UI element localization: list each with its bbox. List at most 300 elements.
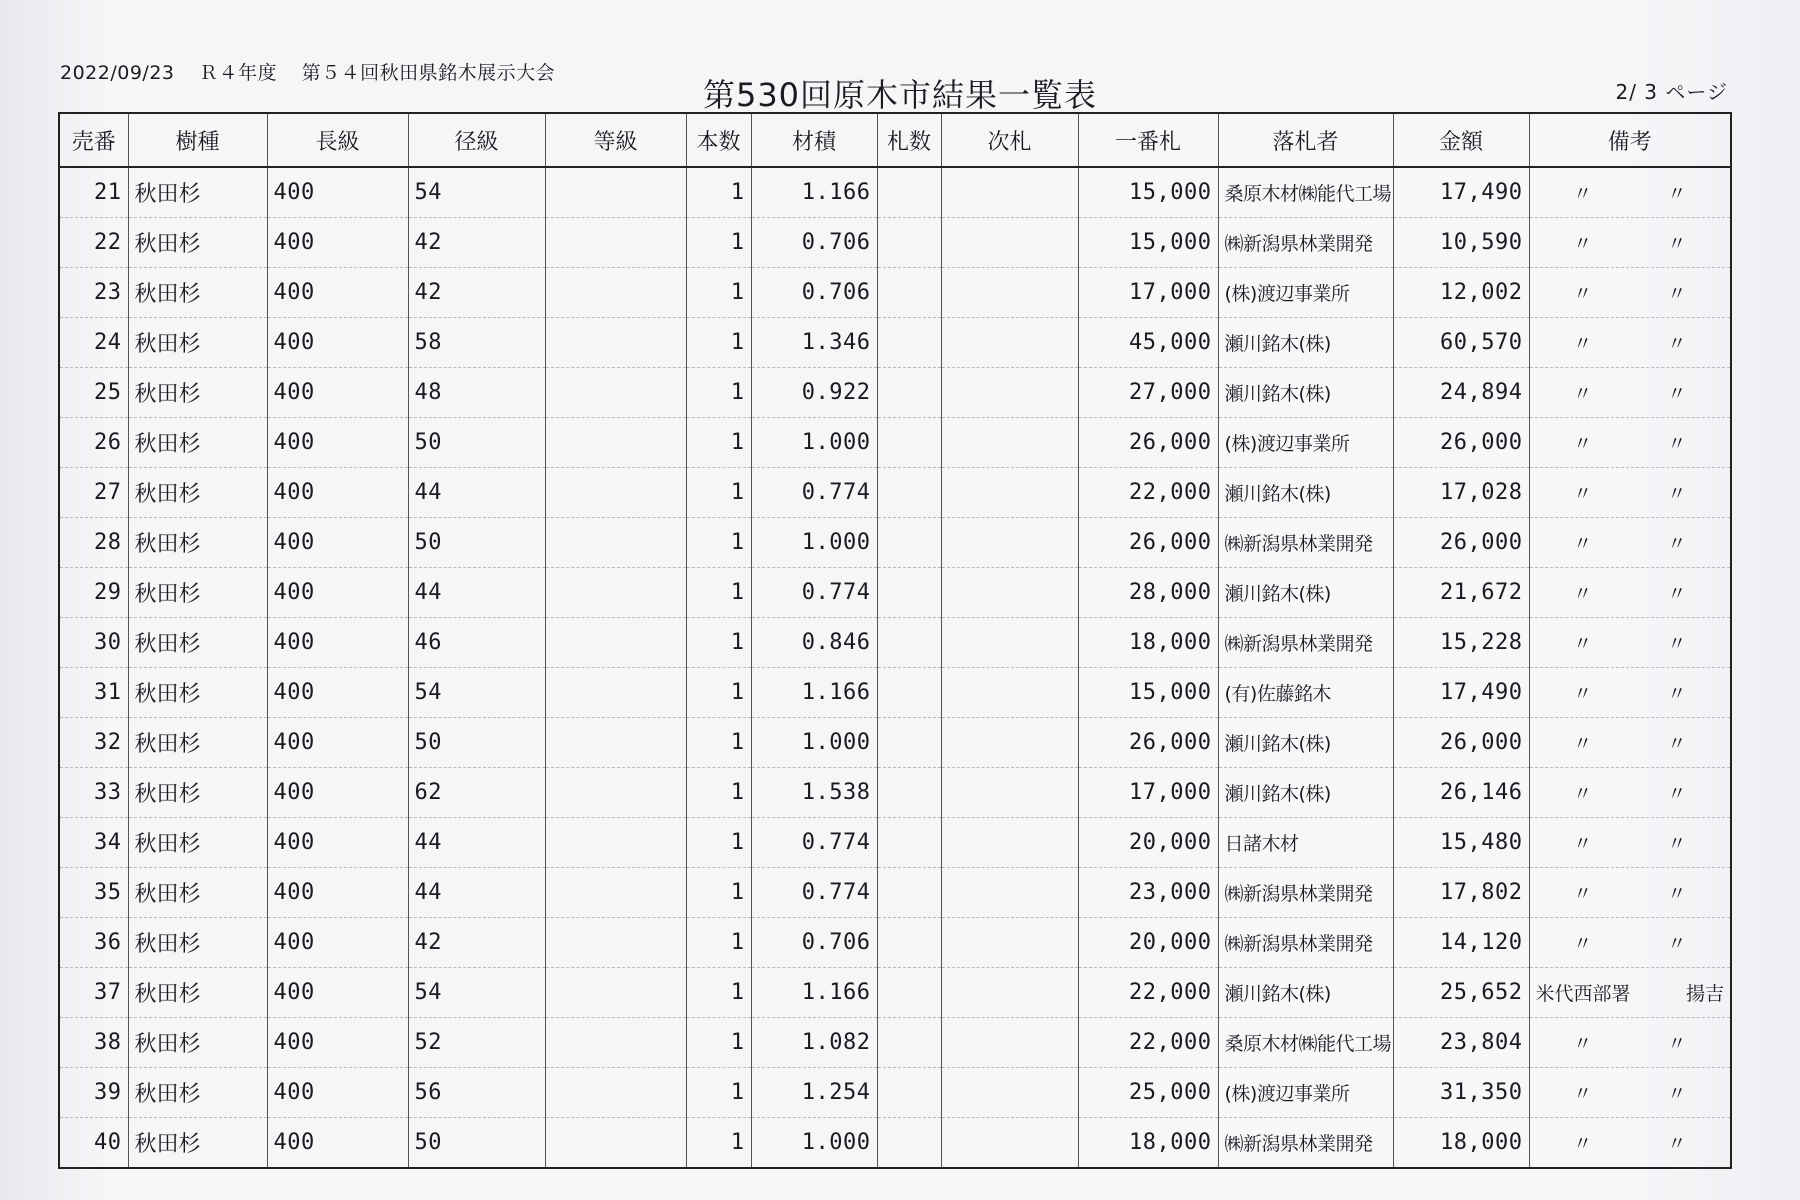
- first-bid-cell: 26,000: [1078, 518, 1218, 568]
- buyer-cell: ㈱新潟県林業開発: [1218, 868, 1393, 918]
- count-cell: 1: [686, 1018, 751, 1068]
- column-header: 金額: [1393, 113, 1529, 167]
- count-cell: 1: [686, 1068, 751, 1118]
- count-cell: 1: [686, 318, 751, 368]
- amount-cell: 24,894: [1393, 368, 1529, 418]
- remark-text: 〃: [1573, 183, 1593, 205]
- remark-text: 〃: [1667, 383, 1687, 405]
- remark-text: 〃: [1667, 783, 1687, 805]
- grade-cell: [545, 668, 686, 718]
- lot-number: 28: [59, 518, 128, 568]
- buyer-cell: 日諸木材: [1218, 818, 1393, 868]
- remark-text: 〃: [1667, 1033, 1687, 1055]
- next-bid-cell: [941, 268, 1078, 318]
- volume-cell: 0.846: [751, 618, 877, 668]
- volume-cell: 0.706: [751, 218, 877, 268]
- buyer-cell: 瀬川銘木(株): [1218, 968, 1393, 1018]
- remarks-cell: [1529, 468, 1731, 518]
- amount-cell: 31,350: [1393, 1068, 1529, 1118]
- grade-cell: [545, 868, 686, 918]
- remark-text: 〃: [1573, 1133, 1593, 1155]
- column-header: 備考: [1529, 113, 1731, 167]
- remarks-cell: [1529, 618, 1731, 668]
- remarks-cell: [1529, 768, 1731, 818]
- length-cell: 400: [267, 868, 408, 918]
- table-row: [59, 418, 1731, 468]
- grade-cell: [545, 1068, 686, 1118]
- first-bid-cell: 18,000: [1078, 1118, 1218, 1169]
- buyer-cell: 瀬川銘木(株): [1218, 368, 1393, 418]
- column-header: 売番: [59, 113, 128, 167]
- volume-cell: 1.082: [751, 1018, 877, 1068]
- count-cell: 1: [686, 868, 751, 918]
- volume-cell: 1.000: [751, 718, 877, 768]
- remark-text: 〃: [1573, 683, 1593, 705]
- column-header: 札数: [877, 113, 941, 167]
- diameter-cell: 50: [408, 418, 545, 468]
- first-bid-cell: 15,000: [1078, 218, 1218, 268]
- grade-cell: [545, 1118, 686, 1169]
- length-cell: 400: [267, 167, 408, 218]
- diameter-cell: 50: [408, 718, 545, 768]
- remark-text: 〃: [1573, 883, 1593, 905]
- remark-text: 〃: [1667, 283, 1687, 305]
- first-bid-cell: 17,000: [1078, 268, 1218, 318]
- first-bid-cell: 26,000: [1078, 418, 1218, 468]
- remark-text: 〃: [1667, 183, 1687, 205]
- species-cell: 秋田杉: [128, 167, 267, 218]
- remark-text: 〃: [1667, 1083, 1687, 1105]
- length-cell: 400: [267, 468, 408, 518]
- remark-text: 〃: [1573, 533, 1593, 555]
- remarks-cell: [1529, 818, 1731, 868]
- species-cell: 秋田杉: [128, 718, 267, 768]
- next-bid-cell: [941, 368, 1078, 418]
- remarks-cell: [1529, 318, 1731, 368]
- table-row: [59, 768, 1731, 818]
- diameter-cell: 44: [408, 868, 545, 918]
- count-cell: 1: [686, 1118, 751, 1169]
- species-cell: 秋田杉: [128, 1018, 267, 1068]
- amount-cell: 26,000: [1393, 418, 1529, 468]
- next-bid-cell: [941, 968, 1078, 1018]
- remarks-cell: [1529, 268, 1731, 318]
- table-row: [59, 518, 1731, 568]
- grade-cell: [545, 1018, 686, 1068]
- volume-cell: 1.346: [751, 318, 877, 368]
- diameter-cell: 56: [408, 1068, 545, 1118]
- amount-cell: 14,120: [1393, 918, 1529, 968]
- table-row: [59, 1118, 1731, 1169]
- buyer-cell: (有)佐藤銘木: [1218, 668, 1393, 718]
- table-row: [59, 668, 1731, 718]
- buyer-cell: 瀬川銘木(株): [1218, 568, 1393, 618]
- length-cell: 400: [267, 618, 408, 668]
- column-header: 長級: [267, 113, 408, 167]
- bids-cell: [877, 1068, 941, 1118]
- remark-text: 〃: [1667, 433, 1687, 455]
- species-cell: 秋田杉: [128, 818, 267, 868]
- length-cell: 400: [267, 268, 408, 318]
- lot-number: 22: [59, 218, 128, 268]
- buyer-cell: ㈱新潟県林業開発: [1218, 1118, 1393, 1169]
- diameter-cell: 58: [408, 318, 545, 368]
- volume-cell: 0.774: [751, 868, 877, 918]
- next-bid-cell: [941, 1068, 1078, 1118]
- count-cell: 1: [686, 918, 751, 968]
- next-bid-cell: [941, 468, 1078, 518]
- count-cell: 1: [686, 518, 751, 568]
- event-name: 第５４回秋田県銘木展示大会: [301, 62, 556, 84]
- species-cell: 秋田杉: [128, 368, 267, 418]
- length-cell: 400: [267, 518, 408, 568]
- grade-cell: [545, 368, 686, 418]
- amount-cell: 26,000: [1393, 718, 1529, 768]
- count-cell: 1: [686, 167, 751, 218]
- table-row: [59, 468, 1731, 518]
- amount-cell: 17,490: [1393, 167, 1529, 218]
- species-cell: 秋田杉: [128, 1118, 267, 1169]
- bids-cell: [877, 318, 941, 368]
- species-cell: 秋田杉: [128, 518, 267, 568]
- table-row: [59, 1018, 1731, 1068]
- diameter-cell: 50: [408, 518, 545, 568]
- bids-cell: [877, 568, 941, 618]
- next-bid-cell: [941, 868, 1078, 918]
- amount-cell: 17,802: [1393, 868, 1529, 918]
- buyer-cell: ㈱新潟県林業開発: [1218, 518, 1393, 568]
- lot-number: 27: [59, 468, 128, 518]
- lot-number: 38: [59, 1018, 128, 1068]
- grade-cell: [545, 968, 686, 1018]
- first-bid-cell: 26,000: [1078, 718, 1218, 768]
- species-cell: 秋田杉: [128, 918, 267, 968]
- buyer-cell: (株)渡辺事業所: [1218, 418, 1393, 468]
- amount-cell: 60,570: [1393, 318, 1529, 368]
- column-header: 樹種: [128, 113, 267, 167]
- remark-text: 〃: [1667, 483, 1687, 505]
- diameter-cell: 52: [408, 1018, 545, 1068]
- lot-number: 36: [59, 918, 128, 968]
- print-date: 2022/09/23: [60, 62, 175, 84]
- diameter-cell: 54: [408, 167, 545, 218]
- table-row: [59, 368, 1731, 418]
- length-cell: 400: [267, 1118, 408, 1169]
- remark-text: 〃: [1667, 883, 1687, 905]
- first-bid-cell: 28,000: [1078, 568, 1218, 618]
- table-row: [59, 218, 1731, 268]
- diameter-cell: 54: [408, 668, 545, 718]
- buyer-cell: 瀬川銘木(株): [1218, 718, 1393, 768]
- grade-cell: [545, 918, 686, 968]
- species-cell: 秋田杉: [128, 668, 267, 718]
- remark-text: 〃: [1573, 583, 1593, 605]
- bids-cell: [877, 1018, 941, 1068]
- first-bid-cell: 22,000: [1078, 1018, 1218, 1068]
- remark-text: 〃: [1573, 383, 1593, 405]
- volume-cell: 1.538: [751, 768, 877, 818]
- remark-text: 〃: [1667, 1133, 1687, 1155]
- remark-text: 〃: [1667, 833, 1687, 855]
- count-cell: 1: [686, 718, 751, 768]
- bids-cell: [877, 768, 941, 818]
- diameter-cell: 48: [408, 368, 545, 418]
- amount-cell: 15,480: [1393, 818, 1529, 868]
- length-cell: 400: [267, 918, 408, 968]
- amount-cell: 17,028: [1393, 468, 1529, 518]
- buyer-cell: (株)渡辺事業所: [1218, 1068, 1393, 1118]
- page-title: 第530回原木市結果一覧表: [702, 76, 1098, 114]
- volume-cell: 0.922: [751, 368, 877, 418]
- remark-text: 〃: [1667, 733, 1687, 755]
- volume-cell: 1.254: [751, 1068, 877, 1118]
- remarks-cell: [1529, 1018, 1731, 1068]
- length-cell: 400: [267, 568, 408, 618]
- column-header: 落札者: [1218, 113, 1393, 167]
- remark-text: 〃: [1667, 233, 1687, 255]
- next-bid-cell: [941, 918, 1078, 968]
- species-cell: 秋田杉: [128, 968, 267, 1018]
- table-row: [59, 618, 1731, 668]
- header-row: [59, 113, 1731, 167]
- results-table: [58, 112, 1732, 1169]
- remarks-cell: [1529, 668, 1731, 718]
- count-cell: 1: [686, 968, 751, 1018]
- count-cell: 1: [686, 668, 751, 718]
- table-body: [59, 167, 1731, 1168]
- lot-number: 21: [59, 167, 128, 218]
- lot-number: 26: [59, 418, 128, 468]
- lot-number: 40: [94, 1130, 122, 1155]
- remark-text: 〃: [1573, 783, 1593, 805]
- next-bid-cell: [941, 668, 1078, 718]
- bids-cell: [877, 868, 941, 918]
- count-cell: 1: [686, 268, 751, 318]
- next-bid-cell: [941, 167, 1078, 218]
- grade-cell: [545, 268, 686, 318]
- buyer-cell: 瀬川銘木(株): [1218, 768, 1393, 818]
- first-bid-cell: 22,000: [1078, 468, 1218, 518]
- volume-cell: 1.166: [751, 968, 877, 1018]
- amount-cell: 12,002: [1393, 268, 1529, 318]
- buyer-cell: ㈱新潟県林業開発: [1218, 218, 1393, 268]
- remark-text: 〃: [1667, 683, 1687, 705]
- fiscal-year: Ｒ４年度: [199, 62, 278, 84]
- amount-cell: 26,146: [1393, 768, 1529, 818]
- species-cell: 秋田杉: [128, 268, 267, 318]
- length-cell: 400: [267, 368, 408, 418]
- page-number: 2/ 3 ページ: [1615, 80, 1728, 104]
- remark-text: 〃: [1573, 233, 1593, 255]
- grade-cell: [545, 468, 686, 518]
- bids-cell: [877, 368, 941, 418]
- first-bid-cell: 17,000: [1078, 768, 1218, 818]
- grade-cell: [545, 768, 686, 818]
- lot-number: 33: [59, 768, 128, 818]
- bids-cell: [877, 818, 941, 868]
- remark-text: 〃: [1573, 733, 1593, 755]
- amount-cell: 25,652: [1393, 968, 1529, 1018]
- count-cell: 1: [686, 618, 751, 668]
- buyer-cell: 瀬川銘木(株): [1218, 318, 1393, 368]
- length-cell: 400: [267, 718, 408, 768]
- diameter-cell: 62: [408, 768, 545, 818]
- column-header: 次札: [941, 113, 1078, 167]
- volume-cell: 1.166: [751, 167, 877, 218]
- grade-cell: [545, 167, 686, 218]
- length-cell: 400: [267, 318, 408, 368]
- next-bid-cell: [941, 418, 1078, 468]
- amount-cell: 15,228: [1393, 618, 1529, 668]
- grade-cell: [545, 518, 686, 568]
- volume-cell: 0.774: [751, 468, 877, 518]
- volume-cell: 1.166: [751, 668, 877, 718]
- next-bid-cell: [941, 818, 1078, 868]
- species-cell: 秋田杉: [128, 768, 267, 818]
- column-header: 等級: [545, 113, 686, 167]
- diameter-cell: 44: [408, 468, 545, 518]
- remarks-cell: [1529, 167, 1731, 218]
- length-cell: 400: [267, 668, 408, 718]
- table-row: [59, 718, 1731, 768]
- remarks-cell: [1529, 1068, 1731, 1118]
- volume-cell: 1.000: [751, 418, 877, 468]
- remarks-cell: [1529, 1118, 1731, 1169]
- grade-cell: [545, 818, 686, 868]
- remarks-cell: [1529, 218, 1731, 268]
- remark-text: 〃: [1573, 1033, 1593, 1055]
- table-row: [59, 868, 1731, 918]
- buyer-cell: ㈱新潟県林業開発: [1218, 618, 1393, 668]
- remark-text: 〃: [1667, 633, 1687, 655]
- grade-cell: [545, 568, 686, 618]
- table-row: [59, 318, 1731, 368]
- amount-cell: 18,000: [1393, 1118, 1529, 1169]
- table-header: [59, 113, 1731, 167]
- lot-number: 39: [59, 1068, 128, 1118]
- remark-text: 〃: [1667, 583, 1687, 605]
- species-cell: 秋田杉: [128, 418, 267, 468]
- amount-cell: 23,804: [1393, 1018, 1529, 1068]
- first-bid-cell: 20,000: [1078, 918, 1218, 968]
- buyer-cell: 瀬川銘木(株): [1218, 468, 1393, 518]
- first-bid-cell: 15,000: [1078, 167, 1218, 218]
- lot-number: 32: [59, 718, 128, 768]
- table-row: [59, 167, 1731, 218]
- length-cell: 400: [267, 768, 408, 818]
- remarks-cell: [1529, 868, 1731, 918]
- grade-cell: [545, 418, 686, 468]
- bids-cell: [877, 518, 941, 568]
- table-row: [59, 968, 1731, 1018]
- buyer-cell: (株)渡辺事業所: [1218, 268, 1393, 318]
- column-header: 材積: [751, 113, 877, 167]
- bids-cell: [877, 167, 941, 218]
- remarks-cell: [1529, 368, 1731, 418]
- remark-text: 〃: [1573, 633, 1593, 655]
- column-header: 本数: [686, 113, 751, 167]
- diameter-cell: 44: [408, 818, 545, 868]
- count-cell: 1: [686, 418, 751, 468]
- volume-cell: 0.706: [751, 918, 877, 968]
- amount-cell: 17,490: [1393, 668, 1529, 718]
- lot-number: 29: [59, 568, 128, 618]
- grade-cell: [545, 218, 686, 268]
- lot-number: 35: [59, 868, 128, 918]
- remark-text: 〃: [1573, 833, 1593, 855]
- length-cell: 400: [267, 1018, 408, 1068]
- diameter-cell: 42: [408, 268, 545, 318]
- first-bid-cell: 22,000: [1078, 968, 1218, 1018]
- lot-number: 30: [59, 618, 128, 668]
- amount-cell: 10,590: [1393, 218, 1529, 268]
- count-cell: 1: [686, 468, 751, 518]
- diameter-cell: 46: [408, 618, 545, 668]
- bids-cell: [877, 418, 941, 468]
- remarks-cell: [1529, 418, 1731, 468]
- length-cell: 400: [267, 418, 408, 468]
- length-cell: 400: [267, 1068, 408, 1118]
- diameter-cell: 54: [408, 968, 545, 1018]
- lot-number: 37: [59, 968, 128, 1018]
- remark-text: 〃: [1667, 933, 1687, 955]
- next-bid-cell: [941, 1018, 1078, 1068]
- amount-cell: 21,672: [1393, 568, 1529, 618]
- remarks-cell: [1529, 718, 1731, 768]
- remark-text: 〃: [1573, 1083, 1593, 1105]
- grade-cell: [545, 318, 686, 368]
- bids-cell: [877, 1118, 941, 1169]
- grade-cell: [545, 618, 686, 668]
- volume-cell: 1.000: [751, 1118, 877, 1169]
- bids-cell: [877, 468, 941, 518]
- amount-cell: 26,000: [1393, 518, 1529, 568]
- remark-text: 〃: [1667, 533, 1687, 555]
- next-bid-cell: [941, 768, 1078, 818]
- lot-number: 23: [59, 268, 128, 318]
- bids-cell: [877, 218, 941, 268]
- buyer-cell: 桑原木材㈱能代工場: [1218, 1018, 1393, 1068]
- first-bid-cell: 18,000: [1078, 618, 1218, 668]
- lot-number: 24: [59, 318, 128, 368]
- remarks-cell: [1529, 968, 1731, 1018]
- buyer-cell: 桑原木材㈱能代工場: [1218, 167, 1393, 218]
- next-bid-cell: [941, 1118, 1078, 1169]
- bids-cell: [877, 618, 941, 668]
- remark-text: 揚吉: [1685, 983, 1724, 1005]
- volume-cell: 1.000: [751, 518, 877, 568]
- remarks-cell: [1529, 518, 1731, 568]
- lot-number: 34: [59, 818, 128, 868]
- next-bid-cell: [941, 518, 1078, 568]
- next-bid-cell: [941, 718, 1078, 768]
- remark-text: 〃: [1573, 933, 1593, 955]
- table-row: [59, 818, 1731, 868]
- lot-number: 31: [59, 668, 128, 718]
- diameter-cell: 44: [408, 568, 545, 618]
- buyer-cell: ㈱新潟県林業開発: [1218, 918, 1393, 968]
- remarks-cell: [1529, 568, 1731, 618]
- volume-cell: 0.774: [751, 568, 877, 618]
- remark-text: 〃: [1573, 433, 1593, 455]
- volume-cell: 0.774: [751, 818, 877, 868]
- first-bid-cell: 27,000: [1078, 368, 1218, 418]
- table-row: [59, 568, 1731, 618]
- species-cell: 秋田杉: [128, 318, 267, 368]
- bids-cell: [877, 268, 941, 318]
- first-bid-cell: 23,000: [1078, 868, 1218, 918]
- first-bid-cell: 25,000: [1078, 1068, 1218, 1118]
